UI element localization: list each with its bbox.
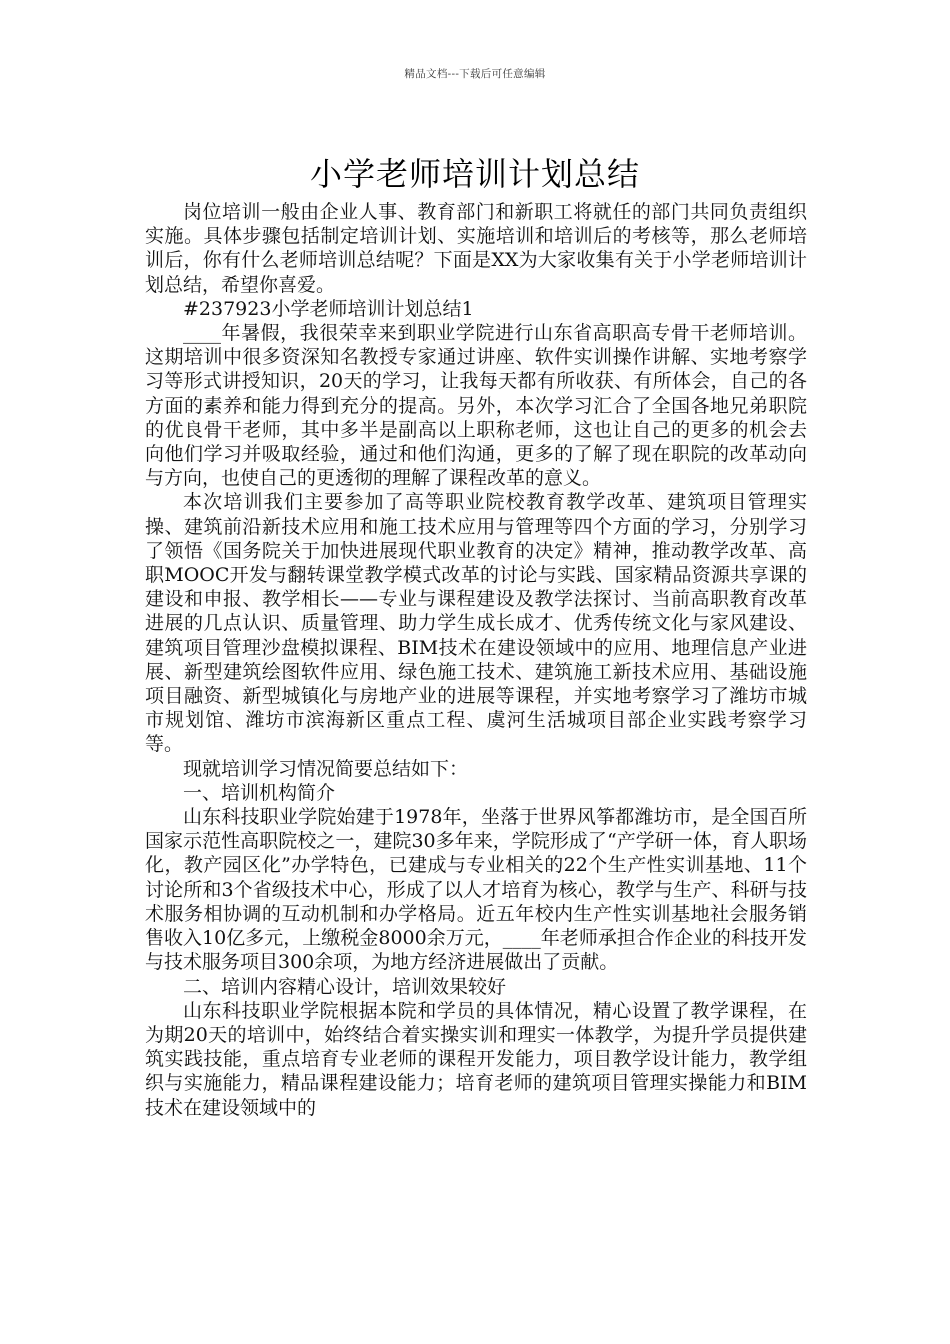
paragraph-institution: 山东科技职业学院始建于1978年，坐落于世界风筝都潍坊市，是全国百所国家示范性高职院校之一，建院30多年来，学院形成了“产学研一体，育人职场化，教产园区化”办学特色，已建成与专业相关的22个生产性实训基地、11个讨论所和3个省级技术中心，形成了以人才培育为核心，教学与生产、科研与技术服务相协调的互动机制和办学格局。近五年校内生产性实训基地社会服务销售收入10亿多元，上缴税金8000余万元，____年老师承担合作企业的科技开发与技术服务项目300余项，为地方经济进展做出了贡献。 — [145, 806, 807, 974]
paragraph-section-heading: #237923小学老师培训计划总结1 — [183, 297, 474, 320]
heading-institution: 一、培训机构简介 — [183, 781, 336, 804]
paragraph-intro: 岗位培训一般由企业人事、教育部门和新职工将就任的部门共同负责组织实施。具体步骤包括制定培训计划、实施培训和培训后的考核等，那么老师培训后，你有什么老师培训总结呢？下面是XX为大家收集有关于小学老师培训计划总结，希望你喜爱。 — [145, 201, 807, 296]
paragraph-training-content: 本次培训我们主要参加了高等职业院校教育教学改革、建筑项目管理实操、建筑前沿新技术应用和施工技术应用与管理等四个方面的学习，分别学习了领悟《国务院关于加快进展现代职业教育的决定》精神，推动教学改革、高职MOOC开发与翻转课堂教学模式改革的讨论与实践、国家精品资源共享课的建设和申报、教学相长——专业与课程建设及教学法探讨、当前高职教育改革进展的几点认识、质量管理、助力学生成长成才、优秀传统文化与家风建设、建筑项目管理沙盘模拟课程、BIM技术在建设领域中的应用、地理信息产业进展、新型建筑绘图软件应用、绿色施工技术、建筑施工新技术应用、基础设施项目融资、新型城镇化与房地产业的进展等课程，并实地考察学习了潍坊市城市规划馆、潍坊市滨海新区重点工程、虞河生活城项目部企业实践考察学习等。 — [145, 491, 807, 756]
heading-course-design: 二、培训内容精心设计，培训效果较好 — [183, 975, 507, 998]
document-title: 小学老师培训计划总结 — [309, 155, 640, 194]
paragraph-summary-intro: 现就培训学习情况简要总结如下： — [183, 757, 469, 780]
paragraph-course-design: 山东科技职业学院根据本院和学员的具体情况，精心设置了教学课程，在为期20天的培训中，始终结合着实操实训和理实一体教学，为提升学员提供建筑实践技能，重点培育专业老师的课程开发能力，项目教学设计能力，教学组织与实施能力，精品课程建设能力；培育老师的建筑项目管理实操能力和BIM技术在建设领域中的 — [145, 999, 807, 1119]
document-body — [145, 200, 807, 1120]
paragraph-summer-training: ____年暑假，我很荣幸来到职业学院进行山东省高职高专骨干老师培训。这期培训中很多资深知名教授专家通过讲座、软件实训操作讲解、实地考察学习等形式讲授知识，20天的学习，让我每天都有所收获、有所体会，自己的各方面的素养和能力得到充分的提高。另外，本次学习汇合了全国各地兄弟职院的优良骨干老师，其中多半是副高以上职称老师，这也让自己的更多的机会去向他们学习并吸取经验，通过和他们沟通，更多的了解了现在职院的改革动向与方向，也使自己的更透彻的理解了课程改革的意义。 — [145, 322, 807, 490]
page-header-note: 精品文档---下载后可任意编辑 — [404, 68, 546, 80]
